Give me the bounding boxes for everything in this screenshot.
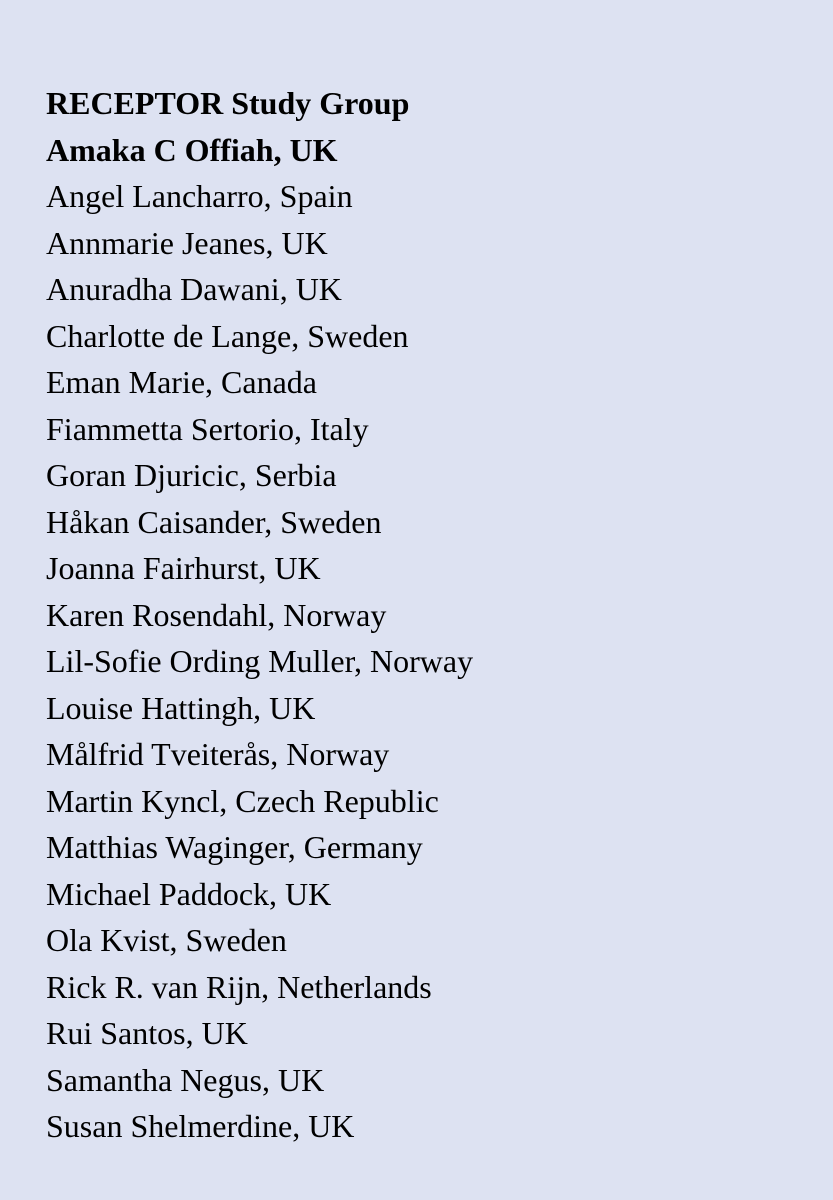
member-item: Lil-Sofie Ording Muller, Norway (46, 643, 474, 679)
member-item: Målfrid Tveiterås, Norway (46, 736, 390, 772)
member-item: Rui Santos, UK (46, 1015, 248, 1051)
member-item: Michael Paddock, UK (46, 875, 332, 912)
member-item: Goran Djuricic, Serbia (46, 457, 337, 493)
member-item: Samantha Negus, UK (46, 1061, 325, 1098)
member-item: Rick R. van Rijn, Netherlands (46, 968, 432, 1005)
member-item: Charlotte de Lange, Sweden (46, 317, 409, 354)
member-item: Joanna Fairhurst, UK (46, 550, 321, 586)
member-item: Anuradha Dawani, UK (46, 271, 342, 307)
group-lead: Amaka C Offiah, UK (46, 131, 338, 168)
member-item: Eman Marie, Canada (46, 364, 317, 400)
member-item: Ola Kvist, Sweden (46, 922, 287, 958)
member-item: Matthias Waginger, Germany (46, 829, 423, 865)
member-item: Angel Lancharro, Spain (46, 178, 353, 214)
member-item: Annmarie Jeanes, UK (46, 224, 328, 261)
member-item: Håkan Caisander, Sweden (46, 503, 382, 540)
member-item: Fiammetta Sertorio, Italy (46, 410, 369, 447)
member-item: Susan Shelmerdine, UK (46, 1108, 355, 1144)
group-title: RECEPTOR Study Group (46, 85, 410, 121)
member-item: Karen Rosendahl, Norway (46, 596, 387, 633)
member-list (46, 173, 833, 1150)
member-item: Louise Hattingh, UK (46, 689, 316, 726)
member-item: Martin Kyncl, Czech Republic (46, 782, 439, 819)
